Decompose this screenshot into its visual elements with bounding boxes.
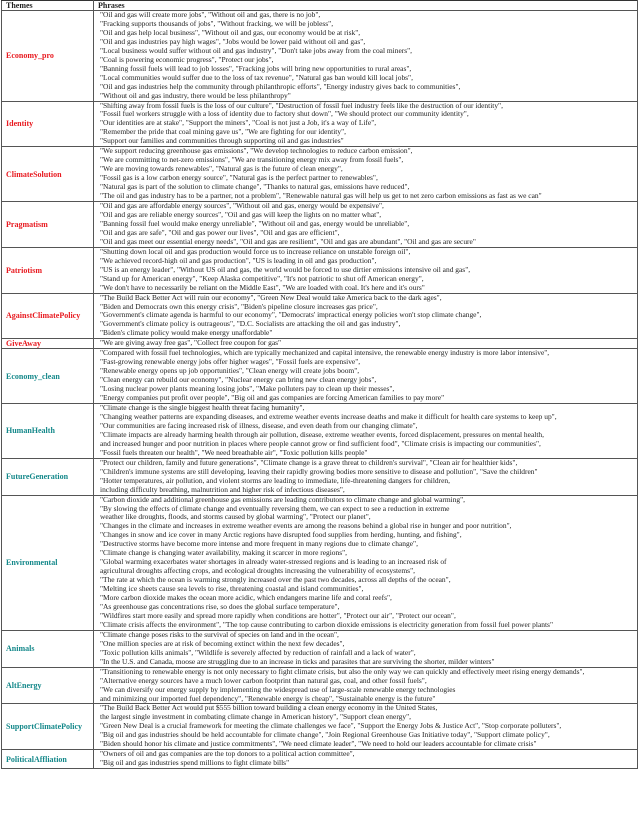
table-row xyxy=(2,101,638,147)
phrase-line: "Shutting down local oil and gas production would force us to increase reliance on unstable foreign oil", xyxy=(100,246,411,256)
theme-label: AgainstClimatePolicy xyxy=(2,293,94,339)
phrase-line: "Clean energy can rebuild our economy", "Nuclear energy can bring new clean energy jobs", xyxy=(100,375,377,385)
theme-label: Economy_clean xyxy=(2,349,94,404)
phrase-line: "Without oil and gas industry, there would be less philanthropy" xyxy=(100,90,291,100)
phrase-line: "Fossil fuel workers struggle with a loss of identity due to factory shut down", "We should protect our community identity", xyxy=(100,109,469,119)
phrase-line: "Oil and gas industries help the community through philanthropic efforts", "Energy industry gives back to communities", xyxy=(100,81,461,91)
phrase-line: "Shifting away from fossil fuels is the loss of our culture", "Destruction of fossil fuel industry feels like the destruction of our identity", xyxy=(100,100,503,110)
phrases-cell xyxy=(94,339,638,349)
theme-label: Identity xyxy=(2,101,94,147)
phrase-line: "We achieved record-high oil and gas production", "US is leading in oil and gas production", xyxy=(100,255,377,265)
phrase-line: "Natural gas is part of the solution to climate change", "Thanks to natural gas, emissions have reduced", xyxy=(100,182,410,192)
phrase-line: "We don't have to necessarily be reliant on the Middle East", "We are loaded with coal. It's here and it's ours" xyxy=(100,282,425,292)
theme-label: ClimateSolution xyxy=(2,147,94,202)
phrase-line: "Global warming exacerbates water shortages in already water-stressed regions and is leading to an increased risk of xyxy=(100,557,447,567)
table-row xyxy=(2,147,638,202)
phrase-line: "Our communities are facing increased risk of illness, disease, and even death from our changing climate", xyxy=(100,420,418,430)
header-themes: Themes xyxy=(2,1,94,11)
table-row xyxy=(2,630,638,667)
phrase-line: "Government's climate policy is outrageous", "D.C. Socialists are attacking the oil and gas industry", xyxy=(100,319,401,329)
table-row xyxy=(2,458,638,495)
phrase-line: "Stand up for American energy", "Keep Alaska competitive", "It's not patriotic to shut off American energy", xyxy=(100,273,424,283)
phrase-line: "Alternative energy sources have a much lower carbon footprint than natural gas, coal, and other fossil fuels", xyxy=(100,675,427,685)
phrase-line: "Carbon dioxide and additional greenhouse gas emissions are leading contributors to climate change and global warming", xyxy=(100,494,466,504)
phrases-cell xyxy=(94,750,638,769)
phrase-line: "Banning fossil fuels will lead to job losses", "Fracking jobs will bring new opportunities to rural areas", xyxy=(100,63,412,73)
theme-label: Environmental xyxy=(2,495,94,630)
phrase-line: "One million species are at risk of becoming extinct within the next few decades", xyxy=(100,638,345,648)
theme-label: Economy_pro xyxy=(2,11,94,102)
phrase-line: "Wildfires start more easily and spread more rapidly when conditions are hotter", "Protect our air", "Protect our ocean", xyxy=(100,610,456,620)
phrase-line: "We are giving away free gas", "Collect free coupon for gas" xyxy=(100,338,282,348)
phrase-line: and minimizing our imported fuel dependency", "Renewable energy is cheap", "Sustainable energy is the future" xyxy=(100,693,436,703)
phrases-cell xyxy=(94,293,638,339)
table-row xyxy=(2,11,638,102)
phrase-line: "Children's immune systems are still developing, leaving their rapidly growing bodies more sensitive to disease and pollution", "Save the children" xyxy=(100,466,538,476)
phrase-line: "Our identities are at stake", "Support the miners", "Coal is not just a Job, it's a way of Life", xyxy=(100,118,377,128)
theme-label: GiveAway xyxy=(2,339,94,349)
phrases-cell xyxy=(94,147,638,202)
phrase-line: "We are committing to net-zero emissions", "We are transitioning energy mix away from fossil fuels", xyxy=(100,155,404,165)
phrase-line: "Fossil gas is a low carbon energy source", "Natural gas is the perfect partner to renewables", xyxy=(100,173,378,183)
phrase-line: agricultural droughts affecting crops, and ecological droughts increasing the vulnerability of ecosystems", xyxy=(100,566,415,576)
phrases-cell xyxy=(94,495,638,630)
phrase-line: "We are moving towards renewables", "Natural gas is the future of clean energy", xyxy=(100,164,343,174)
theme-label: PoliticalAffliation xyxy=(2,750,94,769)
phrase-line: "Local communities would suffer due to the loss of tax revenue", "Natural gas ban would kill local jobs", xyxy=(100,72,413,82)
phrase-line: "By slowing the effects of climate change and eventually reversing them, we can expect to see a reduction in extreme xyxy=(100,503,450,513)
phrase-line: "Changes in snow and ice cover in many Arctic regions have disrupted food supplies from herding, hunting, and fishing", xyxy=(100,530,462,540)
phrase-line: "Compared with fossil fuel technologies, which are typically mechanized and capital intensive, the renewable energy industry is more labor intensive", xyxy=(100,348,550,358)
table-row xyxy=(2,247,638,293)
phrase-line: "Oil and gas meet our essential energy needs", "Oil and gas are resilient", "Oil and gas are abundant", "Oil and gas are secure" xyxy=(100,236,476,246)
phrase-line: "Oil and gas help local business", "Without oil and gas, our economy would be at risk", xyxy=(100,27,361,37)
phrase-line: "Climate change poses risks to the survival of species on land and in the ocean", xyxy=(100,629,339,639)
phrase-line: "The rate at which the ocean is warming strongly increased over the past two decades, across all depths of the ocean", xyxy=(100,575,451,585)
phrase-line: "In the U.S. and Canada, moose are struggling due to an increase in ticks and parasites that are surviving the shorter, milder winters" xyxy=(100,656,495,666)
phrase-line: "Oil and gas are reliable energy sources", "Oil and gas will keep the lights on no matter what", xyxy=(100,209,382,219)
phrases-cell xyxy=(94,667,638,704)
phrase-line: "We support reducing greenhouse gas emissions", "We develop technologies to reduce carbon emission", xyxy=(100,146,413,156)
phrase-line: "Climate crisis affects the environment", "The top cause contributing to carbon dioxide emissions is electricity generation from fossil fuel power plants" xyxy=(100,619,553,629)
phrase-line: and increased hunger and poor nutrition in places where people cannot grow or find sufficient food", "Climate crisis is impacting our communities", xyxy=(100,438,541,448)
phrase-line: "Local business would suffer without oil and gas industry", "Don't take jobs away from the coal miners", xyxy=(100,45,413,55)
phrase-line: "Biden's climate policy would make energy unaffordable" xyxy=(100,328,273,338)
table-row xyxy=(2,667,638,704)
phrases-cell xyxy=(94,458,638,495)
phrase-line: "The Build Back Better Act would put $555 billion toward building a clean energy economy in the United States, xyxy=(100,703,438,713)
theme-label: FutureGeneration xyxy=(2,458,94,495)
phrase-line: "The oil and gas industry has to be a partner, not a problem", "Renewable natural gas will help us get to net zero carbon emissions as fast as we can" xyxy=(100,191,542,201)
phrase-line: "The Build Back Better Act will ruin our economy", "Green New Deal would take America back to the dark ages", xyxy=(100,292,442,302)
phrase-line: "Green New Deal is a crucial framework for meeting the climate challenges we face", "Support the Energy Jobs & Justice Act", "Stop corporate polluters", xyxy=(100,721,562,731)
phrase-line: "Hotter temperatures, air pollution, and violent storms are leading to immediate, life-threatening dangers for children, xyxy=(100,475,451,485)
table-row xyxy=(2,202,638,248)
theme-label: AltEnergy xyxy=(2,667,94,704)
phrases-cell xyxy=(94,630,638,667)
phrase-line: "Owners of oil and gas companies are the top donors to a political action committee", xyxy=(100,749,355,759)
table-body xyxy=(2,11,638,769)
phrase-line: "Oil and gas are affordable energy sources", "Without oil and gas, energy would be expensive", xyxy=(100,201,384,211)
phrase-line: "US is an energy leader", "Without US oil and gas, the world would be forced to use dirtier emissions intensive oil and gas", xyxy=(100,264,471,274)
phrase-line: "Toxic pollution kills animals", "Wildlife is severely affected by reduction of rainfall and a lack of water", xyxy=(100,647,416,657)
phrase-line: "Biden and Democrats own this energy crisis", "Biden's pipeline closure increases gas price", xyxy=(100,301,378,311)
theme-label: Animals xyxy=(2,630,94,667)
header-phrases: Phrases xyxy=(94,1,638,11)
phrase-line: "We can diversify our energy supply by implementing the widespread use of large-scale renewable energy technologies xyxy=(100,684,456,694)
phrase-line: "Protect our children, family and future generations", "Climate change is a grave threat to children's survival", "Clean air for healthier kids", xyxy=(100,457,518,467)
phrase-line: "Changes in the climate and increases in extreme weather events are among the reasons behind a global rise in hunger and poor nutrition", xyxy=(100,521,512,531)
table-row xyxy=(2,349,638,404)
table-row xyxy=(2,293,638,339)
phrase-line: "Renewable energy opens up job opportunities", "Clean energy will create jobs boom", xyxy=(100,366,360,376)
phrase-line: "More carbon dioxide makes the ocean more acidic, which endangers marine life and coral reefs", xyxy=(100,593,392,603)
theme-label: Patriotism xyxy=(2,247,94,293)
phrase-line: "Big oil and gas industries spend millions to fight climate bills" xyxy=(100,758,290,768)
table-row xyxy=(2,495,638,630)
themes-phrases-table xyxy=(1,0,638,769)
theme-label: SupportClimatePolicy xyxy=(2,704,94,750)
phrase-line: "Losing nuclear power plants meaning losing jobs", "Make polluters pay to clean up their messes", xyxy=(100,384,395,394)
phrase-line: "Fossil fuels threaten our health", "We need breathable air", "Toxic pollution kills people" xyxy=(100,447,368,457)
phrases-cell xyxy=(94,247,638,293)
phrase-line: "Climate change is the single biggest health threat facing humanity", xyxy=(100,403,305,413)
phrase-line: "Destructive storms have become more intense and more frequent in many regions due to climate change", xyxy=(100,539,418,549)
phrase-line: "Big oil and gas industries should be held accountable for climate change", "Join Regional Greenhouse Gas Initiative today", "Support climate policy", xyxy=(100,730,550,740)
phrase-line: "Oil and gas will create more jobs", "Without oil and gas, there is no job", xyxy=(100,10,321,19)
phrase-line: "Coal is powering economic progress", "Protect our jobs", xyxy=(100,54,274,64)
phrase-line: including difficulty breathing, malnutrition and higher risk of infectious diseases", xyxy=(100,484,345,494)
theme-label: Pragmatism xyxy=(2,202,94,248)
phrases-cell xyxy=(94,704,638,750)
phrases-cell xyxy=(94,202,638,248)
phrase-line: "Oil and gas industries pay high wages", "Jobs would be lower paid without oil and gas", xyxy=(100,36,366,46)
phrase-line: "Biden should honor his climate and justice commitments", "We need climate leader", "We need to hold our leaders accountable for climate crisis" xyxy=(100,739,537,749)
phrases-cell xyxy=(94,11,638,102)
phrase-line: "Melting ice sheets cause sea levels to rise, threatening coastal and island communities", xyxy=(100,584,364,594)
table-row xyxy=(2,704,638,750)
phrase-line: "Banning fossil fuel would make energy unreliable", "Without oil and gas, energy would be unreliable", xyxy=(100,218,410,228)
phrase-line: "Transitioning to renewable energy is not only necessary to fight climate crisis, but also the only way we can quickly and effectively meet rising energy demands", xyxy=(100,666,585,676)
phrase-line: "Climate impacts are already harming health through air pollution, disease, extreme weather events, forced displacement, pressures on mental health, xyxy=(100,429,544,439)
theme-label: HumanHealth xyxy=(2,404,94,459)
phrase-line: "As greenhouse gas concentrations rise, so does the global surface temperature", xyxy=(100,602,340,611)
table-header-row xyxy=(2,1,638,11)
phrases-cell xyxy=(94,349,638,404)
phrase-line: "Oil and gas are safe", "Oil and gas power our lives", "Oil and gas are efficient", xyxy=(100,227,340,237)
table-row xyxy=(2,339,638,349)
phrases-cell xyxy=(94,404,638,459)
phrase-line: weather like droughts, floods, and storms caused by global warming", "Protect our planet", xyxy=(100,512,371,522)
phrase-line: "Remember the pride that coal mining gave us", "We are fighting for our identity", xyxy=(100,127,346,137)
phrase-line: the largest single investment in combating climate change in American history", "Support clean energy", xyxy=(100,712,412,722)
phrase-line: "Fast-growing renewable energy jobs offer higher wages", "Fossil fuels are expensive", xyxy=(100,357,361,367)
table-row xyxy=(2,404,638,459)
phrase-line: "Government's climate agenda is harmful to our economy", "Democrats' impractical energy policies won't stop climate change", xyxy=(100,310,482,320)
phrase-line: "Climate change is changing water availability, making it scarcer in more regions", xyxy=(100,548,348,558)
table-row xyxy=(2,750,638,769)
phrase-line: "Fracking supports thousands of jobs", "Without fracking, we will be jobless", xyxy=(100,18,334,28)
phrase-line: "Changing weather patterns are expanding diseases, and extreme weather events increase deaths and make it difficult for health care systems to keep up", xyxy=(100,411,557,421)
phrase-line: "Energy companies put profit over people", "Big oil and gas companies are forcing American families to pay more" xyxy=(100,393,445,403)
phrase-line: "Support our families and communities through supporting oil and gas industries" xyxy=(100,136,344,146)
phrases-cell xyxy=(94,101,638,147)
